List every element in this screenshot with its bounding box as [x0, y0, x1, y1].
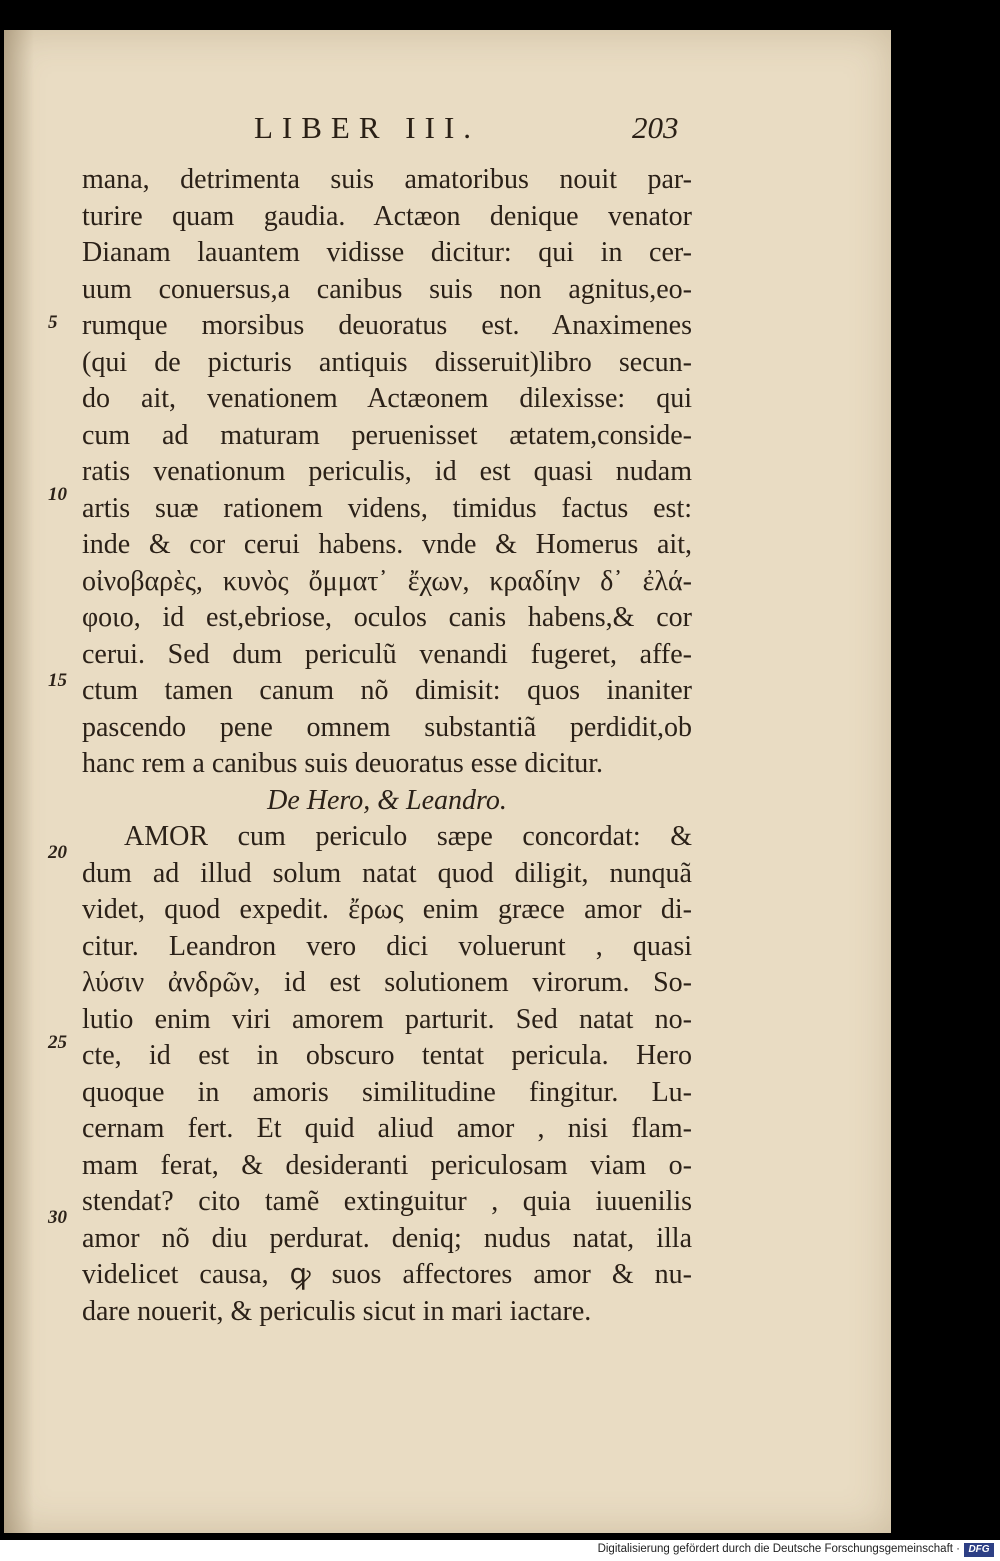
digitization-footer	[0, 1540, 1000, 1561]
text-line: citur. Leandron vero dici voluerunt , quasi	[82, 930, 692, 962]
running-head: LIBER III.	[254, 110, 481, 145]
text-line: dare nouerit, & periculis sicut in mari iactare.	[82, 1295, 592, 1327]
dfg-logo: DFG	[964, 1543, 994, 1557]
text-line: hanc rem a canibus suis deuoratus esse dicitur.	[82, 748, 603, 779]
text-line: rumque morsibus deuoratus est. Anaximenes	[82, 310, 692, 341]
text-line: Dianam lauantem vidisse dicitur: qui in cer-	[82, 237, 692, 268]
text-line: mam ferat, & desideranti periculosam viam o-	[82, 1149, 692, 1181]
text-block	[82, 162, 692, 1330]
text-line: cerui. Sed dum periculũ venandi fugeret, affe-	[82, 638, 692, 670]
text-line: uum conuersus,a canibus suis non agnitus,eo-	[82, 273, 692, 305]
text-line: φοιο, id est,ebriose, oculos canis habens,& cor	[82, 602, 692, 633]
text-line: cte, id est in obscuro tentat pericula. Hero	[82, 1040, 692, 1071]
text-line: pascendo pene omnem substantiã perdidit,ob	[82, 711, 692, 743]
book-page	[4, 30, 891, 1533]
text-line: ratis venationum periculis, id est quasi nudam	[82, 456, 692, 487]
section-heading: De Hero, & Leandro.	[267, 784, 507, 816]
line-number-20: 20	[48, 842, 67, 863]
text-line: videt, quod expedit. ἔρως enim græce amor di-	[82, 894, 692, 925]
line-number-30: 30	[48, 1207, 67, 1228]
text-line: (qui de picturis antiquis disseruit)libro secun-	[82, 346, 692, 378]
text-line: artis suæ rationem videns, timidus factus est:	[82, 492, 692, 524]
line-number-5: 5	[48, 312, 58, 333]
text-line: amor nõ diu perdurat. deniq; nudus natat, illa	[82, 1222, 692, 1254]
funding-credit: Digitalisierung gefördert durch die Deutsche Forschungsgemeinschaft ·	[597, 1543, 960, 1555]
text-line: turire quam gaudia. Actæon denique venator	[82, 200, 692, 232]
line-number-25: 25	[48, 1032, 67, 1053]
text-line: lutio enim viri amorem parturit. Sed natat no-	[82, 1003, 692, 1035]
text-line: videlicet causa, ꝙ suos affectores amor & nu-	[82, 1259, 692, 1290]
greek-text-line: οἰνοβαρὲς, κυνὸς ὄμματ᾽ ἔχων, κραδίην δ᾽ ἐλά-	[82, 565, 692, 597]
text-line: cernam fert. Et quid aliud amor , nisi flam-	[82, 1113, 692, 1144]
text-line: dum ad illud solum natat quod diligit, nunquã	[82, 857, 692, 889]
line-number-15: 15	[48, 670, 67, 691]
text-line: stendat? cito tamẽ extinguitur , quia iuuenilis	[82, 1186, 692, 1217]
page-gutter-shadow	[4, 30, 34, 1533]
text-line: cum ad maturam peruenisset ætatem,conside-	[82, 419, 692, 451]
page-header	[4, 110, 891, 156]
text-line: quoque in amoris similitudine fingitur. Lu-	[82, 1076, 692, 1108]
text-line: do ait, venationem Actæonem dilexisse: qui	[82, 383, 692, 414]
page-number: 203	[632, 110, 679, 145]
text-line: ctum tamen canum nõ dimisit: quos inaniter	[82, 675, 692, 706]
text-line: AMOR cum periculo sæpe concordat: &	[124, 821, 692, 852]
text-line: λύσιν ἀνδρῶν, id est solutionem virorum. So-	[82, 967, 692, 998]
text-line: mana, detrimenta suis amatoribus nouit par-	[82, 164, 692, 195]
line-number-10: 10	[48, 484, 67, 505]
text-line: inde & cor cerui habens. vnde & Homerus ait,	[82, 529, 692, 560]
